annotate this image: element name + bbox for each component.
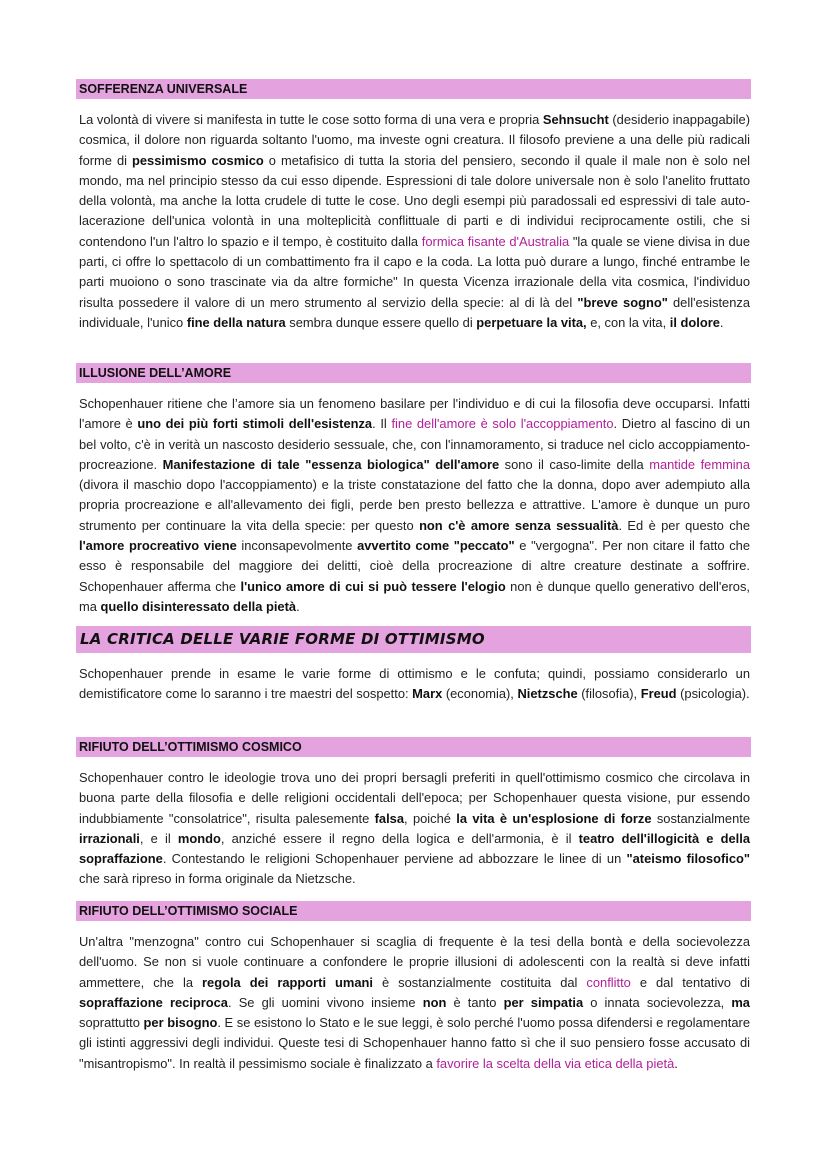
bold-text: Nietzsche [517,686,578,702]
highlight-text: fine dell'amore è solo l'accoppiamento [391,416,614,432]
bold-text: ma [731,994,750,1010]
highlight-text: formica fisante d'Australia [421,233,570,249]
bold-text: quello disinteressato della pietà [100,598,297,614]
text-run: (economia), [442,686,518,702]
highlight-text: mantide femmina [649,456,751,472]
bold-text: sopraffazione reciproca [79,994,228,1010]
text-run: o innata socievolezza, [583,994,732,1010]
section-heading-ottimismo-sociale: RIFIUTO DELL’OTTIMISMO SOCIALE [76,901,751,921]
text-run: sono il caso-limite della [499,456,650,472]
bold-text: il dolore [669,314,720,330]
section-heading-critica-ottimismo: LA CRITICA DELLE VARIE FORME DI OTTIMISMO [76,626,751,653]
text-run: non è dunque quello generativo dell'eros, ma [79,578,751,614]
bold-text: "breve sogno" [577,294,668,310]
text-run: . Il [372,416,392,432]
text-run: e "vergogna". Per non citare il fatto che esso è responsabile del maggiore dei delitti, cioè della procreazione di altre creature destinate a soffrire. Schopenhauer afferma che [79,538,750,594]
text-run: Schopenhauer prende in esame le varie forme di ottimismo e le confuta; quindi, possiamo considerarlo un demistificatore come lo saranno i tre maestri del sospetto: [79,666,750,702]
text-run: è tanto [446,994,504,1010]
bold-text: Sehnsucht [542,112,609,127]
text-run: o metafisico di tutta la storia del pensiero, secondo il quale il male non è solo nel mondo, ma nel principio stesso da cui esso dipende. Espressioni di tale dolore universale non è solo l'anelito fruttato della volontà, ma anche la lotta crudele di tutte le cose. Uno degli esempi più paradossali ed espressivi di tale auto-lacerazione dell'unica volontà in una molteplicità conflittuale di parti e di individui reciprocamente ostili, che si contendono l'un l'altro lo spazio e il tempo, è costituito dalla [79,152,750,249]
bold-text: Manifestazione di tale "essenza biologica" dell'amore [162,456,500,472]
text-run: sembra dunque essere quello di [285,314,477,330]
text-run: "la quale se viene divisa in due parti, ci offre lo spettacolo di un combattimento fra il capo e la coda. La lotta può durare a lungo, finché entrambe le parti muoiono o sono trascinate via da altre formiche" In questa Vicenza irrazionale della vita cosmica, l'individuo risulta possedere il valore di un mero strumento al servizio della specie: al di là del [79,233,750,310]
bold-text: teatro dell'illogicità e della sopraffazione [79,830,750,867]
text-run: Schopenhauer contro le ideologie trova uno dei propri bersagli preferiti in quell'ottimismo cosmico che circolava in buona parte della filosofia e delle religioni occidentali dell'epoca; per Schopenhauer questa visione, pur essendo indubbiamente "consolatrice", risulta palesemente [79,770,750,826]
text-run: . [296,598,300,614]
section-heading-sofferenza: SOFFERENZA UNIVERSALE [76,79,751,99]
bold-text: pessimismo cosmico [131,152,264,168]
bold-text: Marx [412,686,443,702]
bold-text: uno dei più forti stimoli dell'esistenza [137,416,373,432]
bold-text: per bisogno [143,1015,218,1031]
bold-text: mondo [177,830,221,846]
text-run: , anziché essere il regno della logica e dell'armonia, è il [220,830,579,846]
text-run: inconsapevolmente [236,538,358,554]
text-run: e dal tentativo di [630,974,750,990]
bold-text: per simpatia [503,994,584,1010]
text-run: (psicologia). [676,686,750,702]
paragraph-sofferenza [79,110,750,333]
paragraph-amore [79,394,750,617]
text-run: (divora il maschio dopo l'accoppiamento) e la triste constatazione del fatto che la donna, dopo aver adempiuto alla propria procreazione e all'allevamento dei figli, perde ben presto bellezza e attrattive. L'amore è dunque un puro strumento per continuare la vita della specie: per questo [79,477,750,533]
text-run: soprattutto [79,1015,144,1031]
bold-text: perpetuare la vita, [476,314,587,330]
text-run: dell'esistenza individuale, l'unico [79,294,751,330]
section-heading-amore: ILLUSIONE DELL’AMORE [76,363,751,383]
bold-text: irrazionali [79,830,140,846]
text-run: Un'altra "menzogna" contro cui Schopenhauer si scaglia di frequente è la tesi della bontà e della socievolezza dell'uomo. Se non si vuole continuare a confondere le proprie illusioni di adolescenti con la realtà si deve infatti ammettere, che la [79,934,750,990]
section-heading-ottimismo-cosmico: RIFIUTO DELL’OTTIMISMO COSMICO [76,737,751,757]
text-run: La volontà di vivere si manifesta in tutte le cose sotto forma di una vera e propria [79,112,543,127]
text-run: sostanzialmente [651,810,750,826]
text-run: è sostanzialmente costituita dal [373,974,587,990]
text-run: (filosofia), [577,686,641,702]
text-run: . Ed è per questo che [618,517,750,533]
bold-text: l'amore procreativo viene [79,538,237,554]
bold-text: l'unico amore di cui si può tessere l'elogio [240,578,506,594]
bold-text: la vita è un'esplosione di forze [456,810,652,826]
text-run: che sarà ripreso in forma originale da Nietzsche. [79,871,356,887]
text-run: , e il [139,830,178,846]
text-run: e, con la vita, [586,314,670,330]
text-run: . Se gli uomini vivono insieme [227,994,423,1010]
paragraph-ottimismo-cosmico [79,768,750,890]
text-run: , poiché [404,810,457,826]
text-run: (desiderio inappagabile) cosmica, il dolore non riguarda soltanto l'uomo, ma investe ogni creatura. Il filosofo previene a una delle più radicali forme di [79,112,750,168]
bold-text: regola dei rapporti umani [202,974,373,990]
text-run: Schopenhauer ritiene che l’amore sia un fenomeno basilare per l'individuo e di cui la filosofia deve occuparsi. Infatti l'amore è [79,396,750,432]
bold-text: non c'è amore senza sessualità [419,517,619,533]
highlight-text: favorire la scelta della via etica della pietà [436,1055,675,1071]
text-run: . Contestando le religioni Schopenhauer perviene ad abbozzare le linee di un [162,851,627,867]
bold-text: avvertito come "peccato" [357,538,515,554]
highlight-text: conflitto [586,974,631,990]
paragraph-critica-ottimismo [79,664,750,705]
bold-text: Freud [640,686,677,702]
text-run: . [719,314,724,330]
bold-text: falsa [374,810,405,826]
paragraph-ottimismo-sociale [79,932,750,1074]
text-run: . E se esistono lo Stato e le sue leggi, è solo perché l'uomo possa difendersi e regolamentare gli istinti aggressivi degli individui. Queste tesi di Schopenhauer hanno fatto sì che il suo pensiero fosse accusato di "misantropismo". In realtà il pessimismo sociale è finalizzato a [79,1015,750,1071]
bold-text: non [422,994,447,1010]
bold-text: fine della natura [186,314,286,330]
bold-text: "ateismo filosofico" [626,851,750,867]
text-run: . Dietro al fascino di un bel volto, c'è in verità un nascosto desiderio sessuale, che, con l'innamoramento, si traduce nel ciclo accoppiamento-procreazione. [79,416,750,472]
text-run: . [674,1055,678,1071]
